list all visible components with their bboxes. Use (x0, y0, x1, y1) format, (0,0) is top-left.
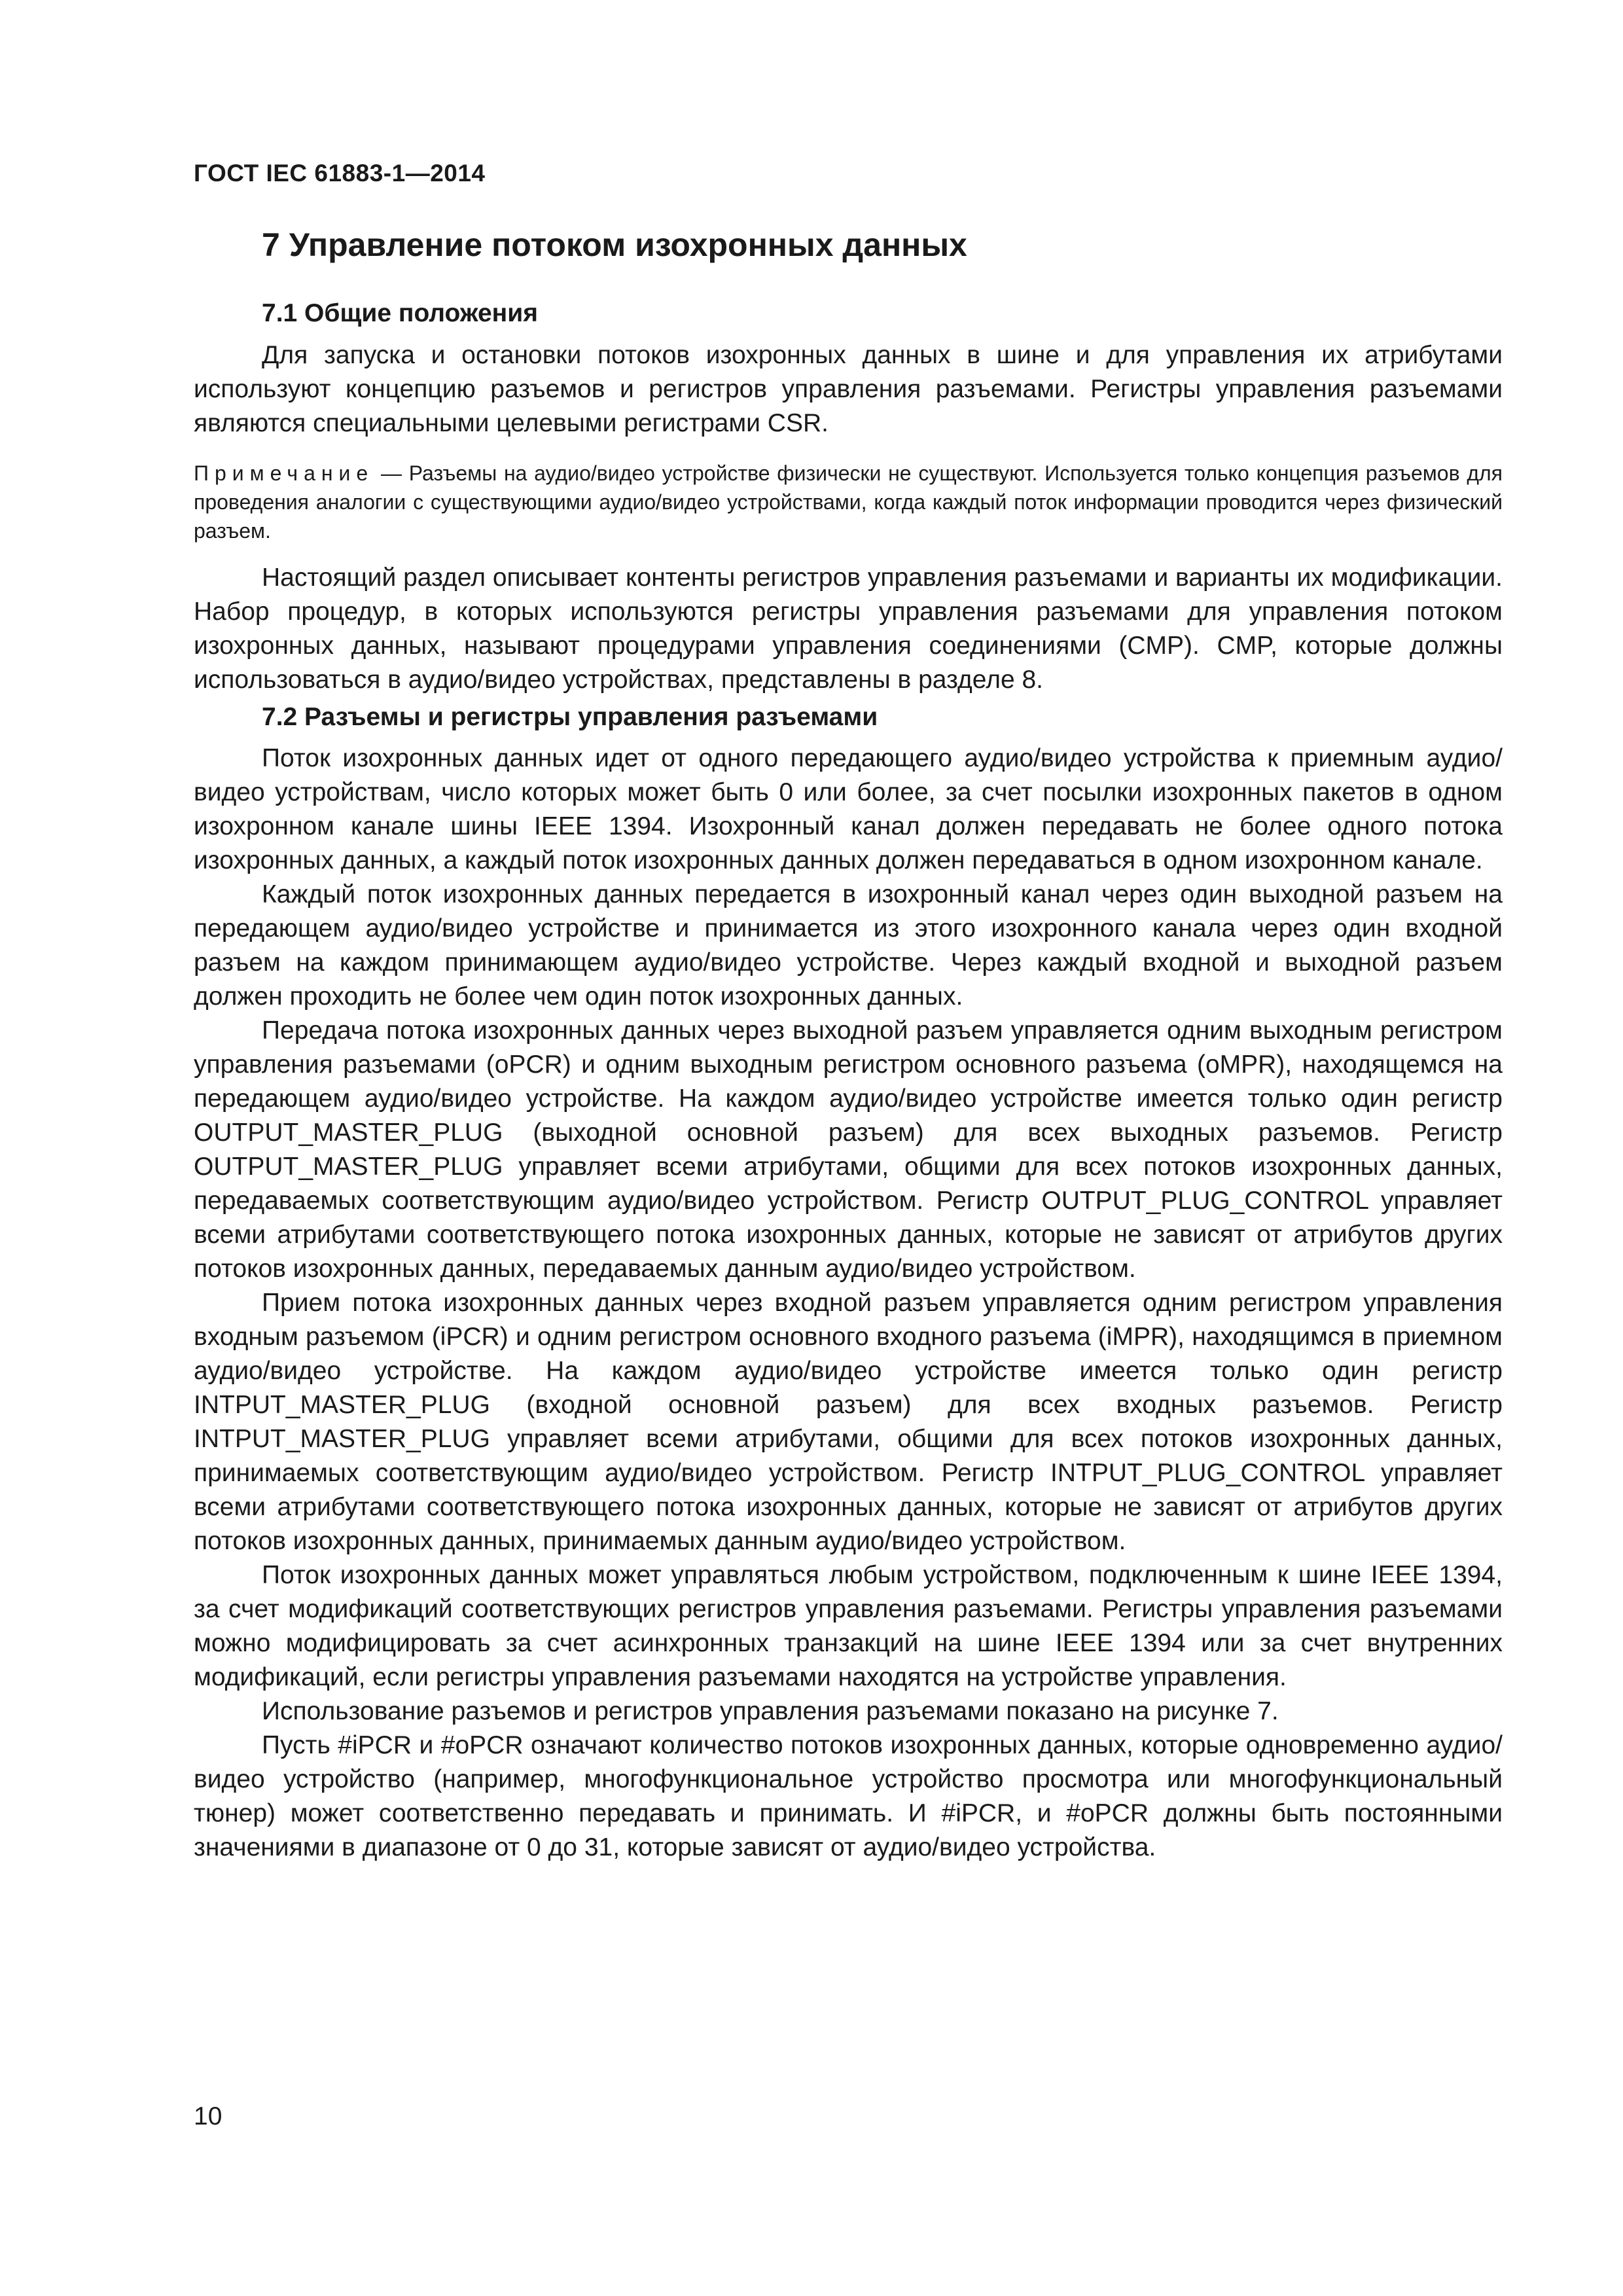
paragraph: Поток изохронных данных может управляться любым устройством, подключенным к шине IEEE 1394, за счет модификаций соответствующих регистров управления разъемами. Регистры управления разъемами можно модифицировать за счет асинхронных транзакций на шине IEEE 1394 или за счет внутренних модификаций, если регистры управления разъемами находятся на устройстве управления. (194, 1561, 1503, 1692)
paragraph: Каждый поток изохронных данных передается в изохронный канал через один выходной разъем на передающем аудио/видео устройстве и принимается из этого изохронного канала через один входной разъем на каждом принимающем аудио/видео устройстве. Через каждый входной и выходной разъем должен проходить не более чем один поток изохронных данных. (194, 880, 1503, 1011)
paragraph: Для запуска и остановки потоков изохронных данных в шине и для управления их атрибутами используют концепцию разъемов и регистров управления разъемами. Регистры управления разъемами являются специальными целевыми регистрами CSR. (194, 340, 1503, 437)
paragraph: Передача потока изохронных данных через выходной разъем управляется одним выходным регистром управления разъемами (oPCR) и одним выходным регистром основного разъема (oMPR), находящемся на передающем аудио/видео устройстве. На каждом аудио/видео устройстве имеется только один регистр OUTPUT_MASTER_PLUG (выходной основной разъем) для всех выходных разъемов. Регистр OUTPUT_MASTER_PLUG управляет всеми атрибутами, общими для всех потоков изохронных данных, передаваемых соответствующим аудио/видео устройством. Регистр OUTPUT_PLUG_CONTROL управляет всеми атрибутами соответствующего потока изохронных данных, которые не зависят от атрибутов других потоков изохронных данных, передаваемых данным аудио/видео устройством. (194, 1016, 1503, 1283)
document-header: ГОСТ IEC 61883-1—2014 (194, 160, 486, 187)
note-text: — Разъемы на аудио/видео устройстве физически не существуют. Используется только концепция разъемов для проведения аналогии с существующими аудио/видео устройствами, когда каждый поток информации проводится через физический разъем. (194, 461, 1503, 543)
page-content (194, 225, 1503, 1865)
subsection-title-7-2: 7.2 Разъемы и регистры управления разъемами (262, 702, 878, 731)
paragraph: Использование разъемов и регистров управления разъемами показано на рисунке 7. (262, 1697, 1279, 1726)
subsection-title-7-1: 7.1 Общие положения (262, 299, 538, 327)
page-number: 10 (194, 2102, 223, 2130)
paragraph: Настоящий раздел описывает контенты регистров управления разъемами и варианты их модификации. Набор процедур, в которых используются регистры управления разъемами для управления потоком изохронных данных, называют процедурами управления соединениями (CMP). CMP, которые должны использоваться в аудио/видео устройствах, представлены в разделе 8. (194, 563, 1503, 694)
note-label: Примечание (194, 461, 374, 485)
note (194, 459, 1503, 545)
section-title: 7 Управление потоком изохронных данных (262, 226, 967, 263)
paragraph: Пусть #iPCR и #oPCR означают количество потоков изохронных данных, которые одновременно аудио/видео устройство (например, многофункциональное устройство просмотра или многофункциональный тюнер) может соответственно передавать и принимать. И #iPCR, и #oPCR должны быть постоянными значениями в диапазоне от 0 до 31, которые зависят от аудио/видео устройства. (194, 1731, 1503, 1862)
paragraph: Прием потока изохронных данных через входной разъем управляется одним регистром управления входным разъемом (iPCR) и одним регистром основного входного разъема (iMPR), находящимся в приемном аудио/видео устройстве. На каждом аудио/видео устройстве имеется только один регистр INTPUT_MASTER_PLUG (входной основной разъем) для всех входных разъемов. Регистр INTPUT_MASTER_PLUG управляет всеми атрибутами, общими для всех потоков изохронных данных, принимаемых соответствующим аудио/видео устройством. Регистр INTPUT_PLUG_CONTROL управляет всеми атрибутами соответствующего потока изохронных данных, которые не зависят от атрибутов других потоков изохронных данных, принимаемых данным аудио/видео устройством. (194, 1289, 1503, 1556)
paragraph: Поток изохронных данных идет от одного передающего аудио/видео устройства к приемным аудио/видео устройствам, число которых может быть 0 или более, за счет посылки изохронных пакетов в одном изохронном канале шины IEEE 1394. Изохронный канал должен передавать не более одного потока изохронных данных, а каждый поток изохронных данных должен передаваться в одном изохронном канале. (194, 744, 1503, 875)
